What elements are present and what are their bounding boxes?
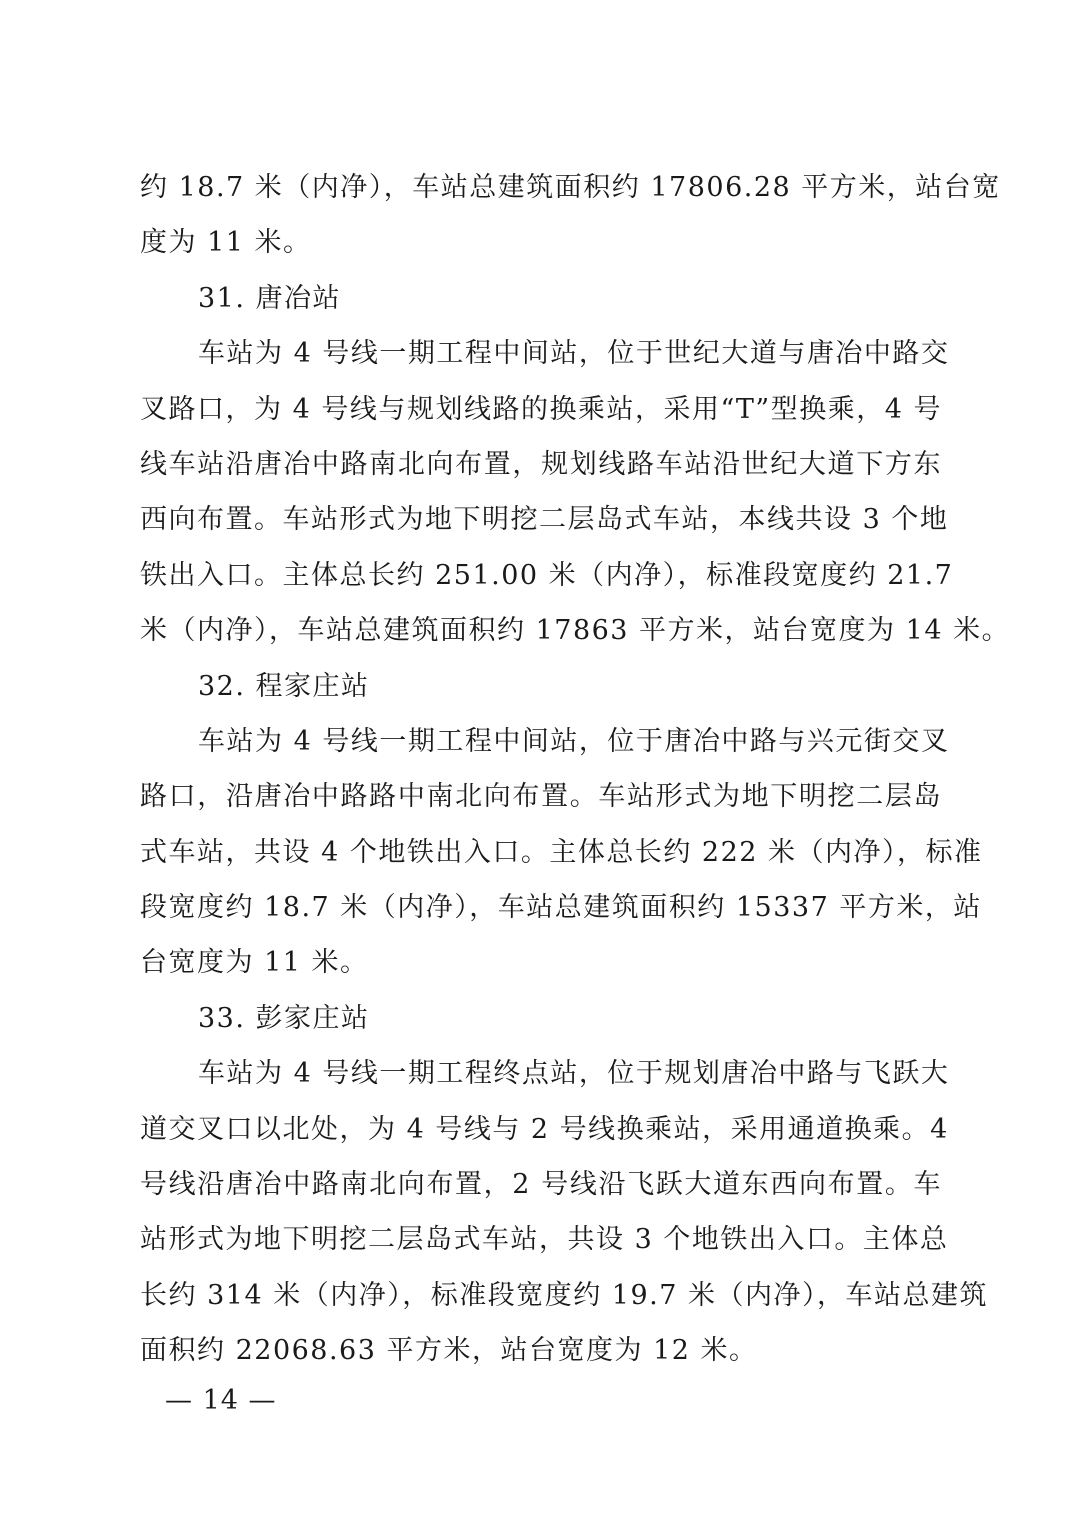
paragraph-line: 线车站沿唐冶中路南北向布置，规划线路车站沿世纪大道下方东 [140, 448, 942, 480]
paragraph-line: 米（内净），车站总建筑面积约 17863 平方米，站台宽度为 14 米。 [140, 615, 1011, 647]
paragraph-line: 长约 314 米（内净），标准段宽度约 19.7 米（内净），车站总建筑 [140, 1279, 988, 1311]
section-heading: 33. 彭家庄站 [198, 1002, 370, 1034]
paragraph-line: 约 18.7 米（内净），车站总建筑面积约 17806.28 平方米，站台宽 [140, 172, 1001, 203]
paragraph-line: 车站为 4 号线一期工程终点站，位于规划唐冶中路与飞跃大 [198, 1058, 950, 1090]
paragraph-line: 车站为 4 号线一期工程中间站，位于世纪大道与唐冶中路交 [198, 338, 950, 370]
section-heading: 32. 程家庄站 [198, 670, 370, 702]
document-body [140, 160, 1011, 1379]
paragraph-line: 西向布置。车站形式为地下明挖二层岛式车站，本线共设 3 个地 [140, 504, 949, 536]
paragraph-line: 台宽度为 11 米。 [140, 947, 369, 979]
paragraph-line: 道交叉口以北处，为 4 号线与 2 号线换乘站，采用通道换乘。4 [140, 1113, 949, 1145]
paragraph-line: 车站为 4 号线一期工程中间站，位于唐冶中路与兴元街交叉 [198, 725, 950, 757]
paragraph-line: 站形式为地下明挖二层岛式车站，共设 3 个地铁出入口。主体总 [140, 1224, 949, 1256]
paragraph-line: 度为 11 米。 [140, 227, 312, 259]
paragraph-line: 号线沿唐冶中路南北向布置，2 号线沿飞跃大道东西向布置。车 [140, 1169, 942, 1201]
page-number: — 14 — [165, 1385, 277, 1416]
paragraph-line: 段宽度约 18.7 米（内净），车站总建筑面积约 15337 平方米，站 [140, 892, 982, 924]
paragraph-line: 叉路口，为 4 号线与规划线路的换乘站，采用“T”型换乘，4 号 [140, 393, 942, 425]
paragraph-line: 铁出入口。主体总长约 251.00 米（内净），标准段宽度约 21.7 [140, 559, 954, 591]
paragraph-line: 路口，沿唐冶中路路中南北向布置。车站形式为地下明挖二层岛 [140, 781, 942, 813]
section-heading: 31. 唐冶站 [198, 282, 342, 314]
paragraph-line: 面积约 22068.63 平方米，站台宽度为 12 米。 [140, 1335, 758, 1367]
paragraph-line: 式车站，共设 4 个地铁出入口。主体总长约 222 米（内净），标准 [140, 836, 983, 868]
